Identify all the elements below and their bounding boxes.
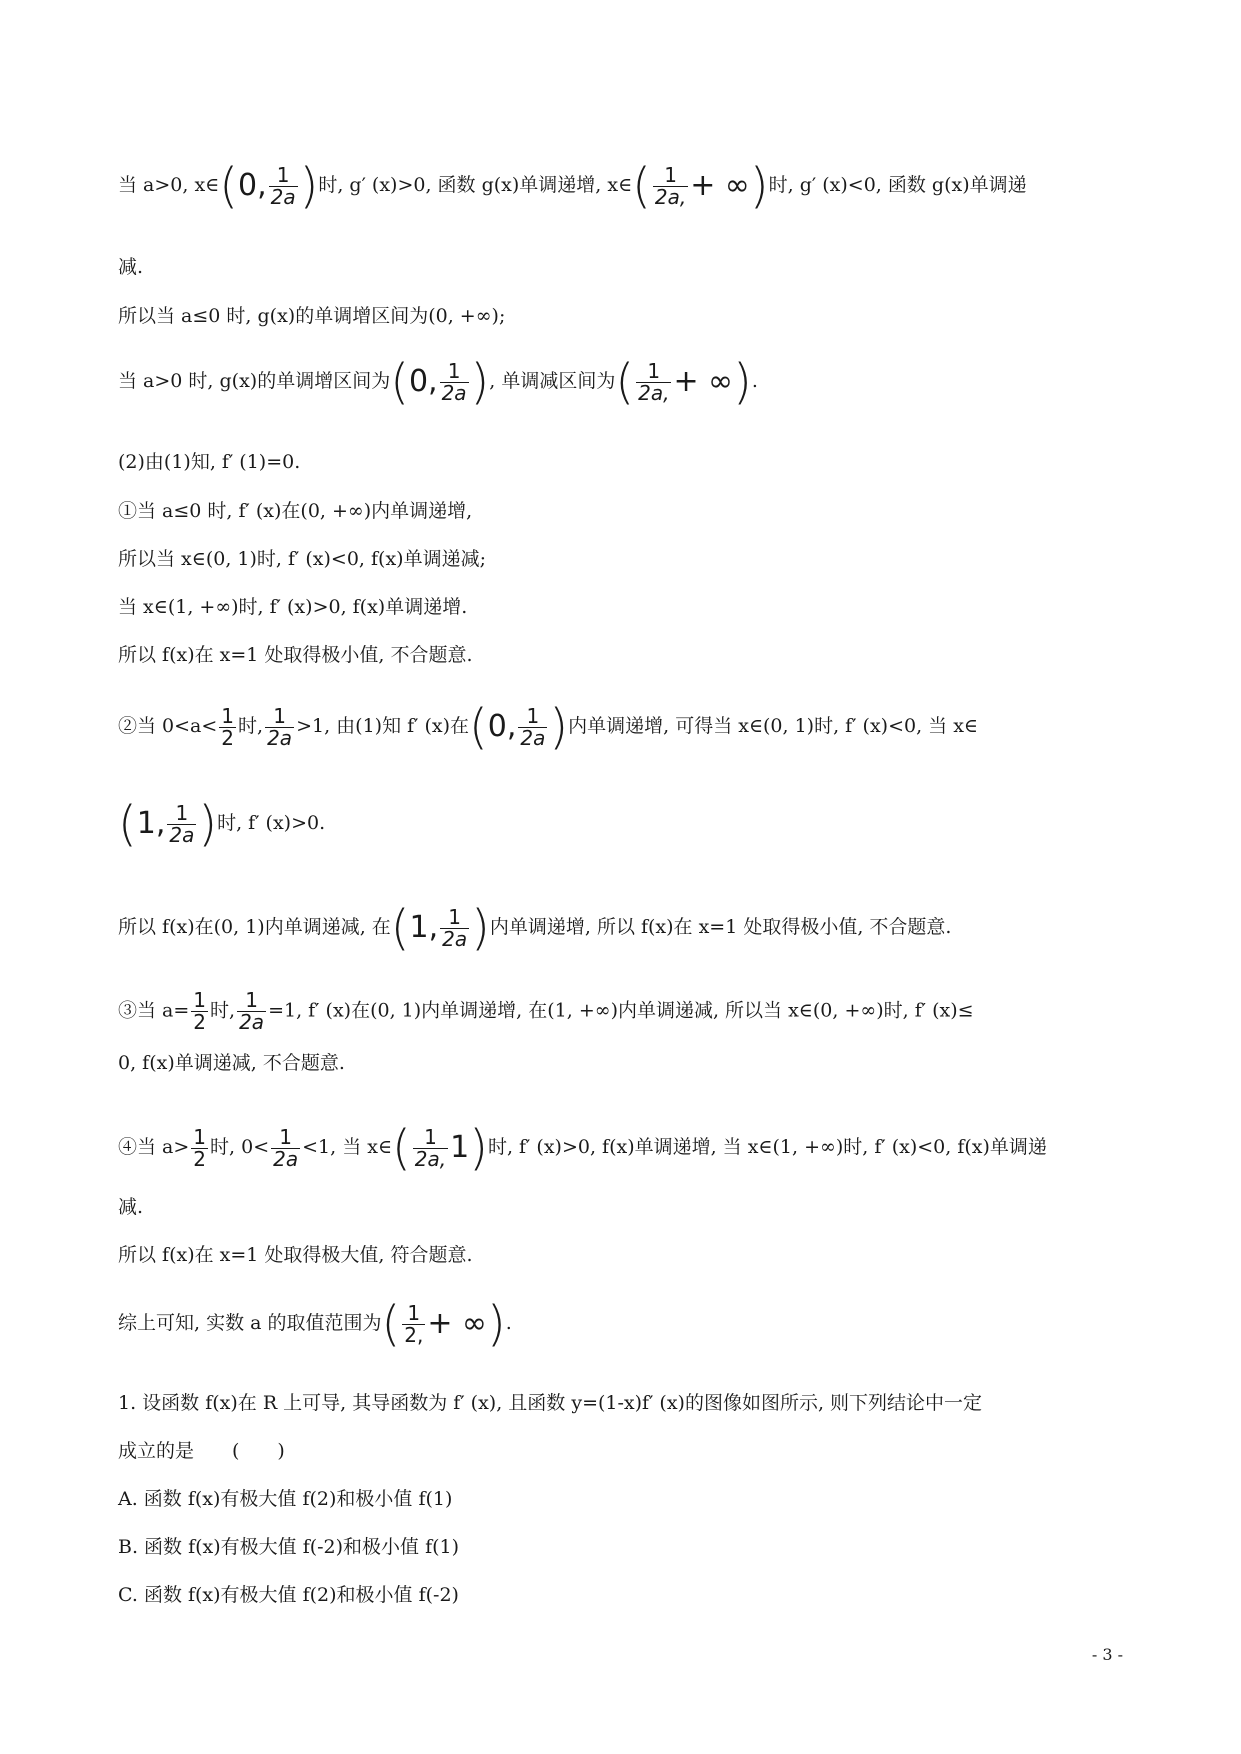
question-1-line-2: 成立的是 ( ) [118,1440,285,1462]
text-segment: 内单调递增, 可得当 x∈(0, 1)时, f′ (x)<0, 当 x∈ [568,715,979,737]
numerator: 1 [245,988,258,1012]
numerator: 1 [647,358,661,383]
text-line-9: 所以 f(x)在 x=1 处取得极小值, 不合题意. [118,644,473,666]
page-number: - 3 - [1091,1645,1123,1664]
numerator: 1 [424,1124,437,1149]
text-segment: 时, [210,999,236,1022]
numerator: 1 [273,703,286,728]
text-line-7: 所以当 x∈(0, 1)时, f′ (x)<0, f(x)单调递减; [118,548,486,570]
text-segment: 内单调递增, 所以 f(x)在 x=1 处取得极小值, 不合题意. [489,916,952,938]
left-paren: ( [390,900,410,956]
option-b: B. 函数 f(x)有极大值 f(-2)和极小值 f(1) [118,1536,460,1558]
text-segment: , 单调减区间为 [489,370,616,392]
text-line-2: 减. [118,256,144,278]
math-one: 1 [450,1130,470,1165]
text-line-4 [118,354,758,410]
text-line-12 [118,900,952,956]
left-paren: ( [381,1296,401,1352]
text-segment: ④当 a> [118,1136,190,1158]
numerator: 1 [407,1300,421,1325]
option-c: C. 函数 f(x)有极大值 f(2)和极小值 f(-2) [118,1584,459,1606]
numerator: 1 [175,800,189,825]
text-segment: . [751,370,758,392]
numerator: 1 [193,988,207,1012]
text-segment: 时, g′ (x)>0, 函数 g(x)单调递增, x∈ [318,174,633,196]
text-line-15 [118,1120,1047,1176]
math-zero: 0, [487,709,517,744]
right-paren: ) [733,354,752,410]
fraction-1-over-2 [191,1124,208,1171]
text-line-8: 当 x∈(1, +∞)时, f′ (x)>0, f(x)单调递增. [118,596,468,618]
text-segment: 时, f′ (x)>0. [217,812,326,834]
text-segment: 所以 f(x)在(0, 1)内单调递减, 在 [118,916,391,938]
denominator: 2a [441,380,467,405]
right-paren: ) [299,158,319,214]
denominator: 2a [520,725,546,750]
text-line-14: 0, f(x)单调递减, 不合题意. [118,1052,345,1074]
text-segment: =1, f′ (x)在(0, 1)内单调递增, 在(1, +∞)内单调递减, 所以当 x∈(0, +∞)时, f′ (x)≤ [268,999,974,1022]
right-paren: ) [198,796,218,852]
fraction-1-over-2a [271,1124,300,1171]
numerator: 1 [664,162,677,187]
math-zero: 0, [408,364,438,399]
text-segment: 时, 0< [210,1136,270,1158]
fraction-1-over-2 [402,1300,425,1347]
text-line-13 [118,990,974,1033]
denominator: 2a [239,1010,265,1034]
denominator: 2, [404,1322,424,1347]
fraction-1-over-2a [265,703,294,750]
numerator: 1 [279,1124,292,1149]
right-paren: ) [549,699,569,755]
text-segment: ②当 0<a< [118,715,218,737]
math-plus-infinity: + ∞ [673,364,734,399]
text-segment: . [505,1312,512,1334]
text-segment: >1, 由(1)知 f′ (x)在 [296,715,470,737]
fraction-1-over-2a [653,162,688,209]
numerator: 1 [447,358,461,383]
math-zero: 0, [237,168,267,203]
left-paren: ( [390,354,409,410]
left-paren: ( [118,796,137,852]
right-paren: ) [469,1120,488,1176]
left-paren: ( [469,699,488,755]
text-line-1 [118,158,1027,214]
text-segment: 当 a>0 时, g(x)的单调增区间为 [118,370,391,392]
denominator: 2 [193,1146,207,1171]
math-plus-infinity: + ∞ [427,1306,487,1341]
text-segment: <1, 当 x∈ [302,1136,393,1158]
text-segment: 时, g′ (x)<0, 函数 g(x)单调递 [768,174,1027,196]
denominator: 2a [270,184,296,209]
right-paren: ) [487,1296,506,1352]
denominator: 2a [267,725,293,750]
text-line-5: (2)由(1)知, f′ (1)=0. [118,451,301,473]
text-line-18 [118,1296,512,1352]
denominator: 2a [273,1146,299,1171]
math-plus-infinity: + ∞ [690,168,750,203]
fraction-1-over-2 [191,990,208,1033]
text-segment: 时, [238,715,264,737]
denominator: 2 [193,1010,207,1034]
text-line-11 [118,796,326,852]
text-segment: 当 a>0, x∈ [118,174,220,196]
text-segment: 时, f′ (x)>0, f(x)单调递增, 当 x∈(1, +∞)时, f′ (x)<0, f(x)单调递 [487,1136,1047,1158]
text-line-17: 所以 f(x)在 x=1 处取得极大值, 符合题意. [118,1244,473,1266]
fraction-1-over-2a [413,1124,448,1171]
left-paren: ( [615,354,635,410]
fraction-1-over-2a [440,358,469,405]
denominator: 2a, [654,184,687,209]
fraction-1-over-2a [518,703,547,750]
fraction-1-over-2a [237,990,266,1033]
question-1-line-1: 1. 设函数 f(x)在 R 上可导, 其导函数为 f′ (x), 且函数 y=(1-x)f′ (x)的图像如图所示, 则下列结论中一定 [118,1392,983,1414]
numerator: 1 [221,703,235,728]
right-paren: ) [749,158,769,214]
numerator: 1 [193,1124,207,1149]
denominator: 2a, [414,1146,447,1171]
fraction-1-over-2a [167,800,196,847]
text-line-10 [118,699,979,755]
numerator: 1 [276,162,290,187]
text-line-3: 所以当 a≤0 时, g(x)的单调增区间为(0, +∞); [118,305,506,327]
right-paren: ) [470,354,490,410]
fraction-1-over-2a [440,904,469,951]
fraction-1-over-2a [269,162,298,209]
text-line-6: ①当 a≤0 时, f′ (x)在(0, +∞)内单调递增, [118,500,473,522]
option-a: A. 函数 f(x)有极大值 f(2)和极小值 f(1) [118,1488,453,1510]
numerator: 1 [448,904,461,929]
denominator: 2a [169,822,195,847]
denominator: 2a, [638,380,670,405]
denominator: 2a [442,926,468,951]
text-line-16: 减. [118,1196,144,1218]
text-segment: 综上可知, 实数 a 的取值范围为 [118,1312,382,1334]
right-paren: ) [471,900,490,956]
left-paren: ( [632,158,651,214]
numerator: 1 [526,703,540,728]
denominator: 2 [221,725,235,750]
left-paren: ( [392,1120,411,1176]
fraction-1-over-2 [219,703,236,750]
text-segment: ③当 a= [118,999,190,1022]
left-paren: ( [219,158,238,214]
fraction-1-over-2a [636,358,671,405]
math-one: 1, [409,910,439,945]
math-one: 1, [136,806,166,841]
